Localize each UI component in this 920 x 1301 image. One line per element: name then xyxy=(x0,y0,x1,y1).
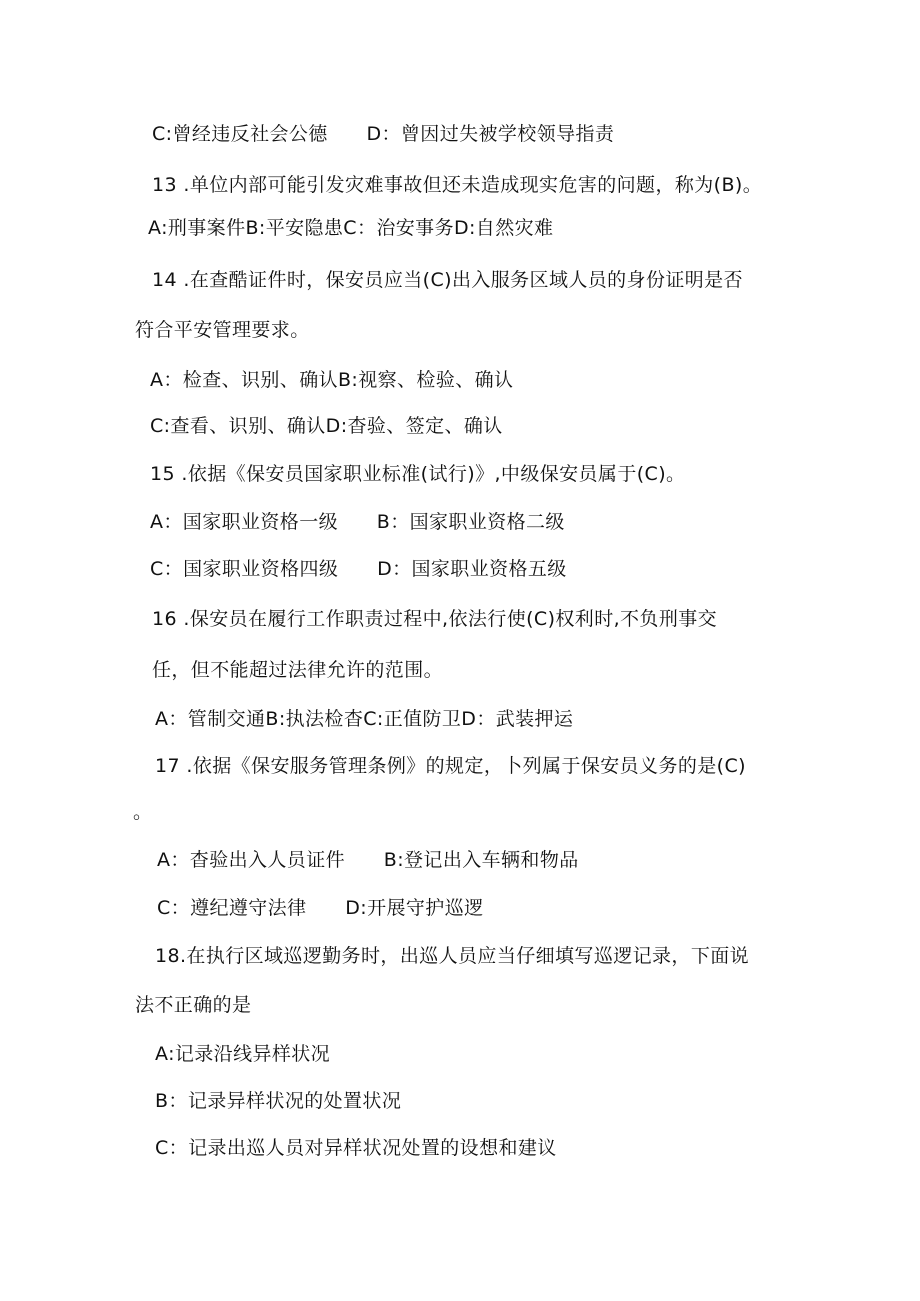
option-line: A:记录沿线异样状况 xyxy=(155,1043,331,1065)
option-line: C:查看、识别、确认D:杳验、签定、确认 xyxy=(150,415,503,437)
question-continuation: 。 xyxy=(133,801,153,823)
question-line: 16 .保安员在履行工作职责过程中,依法行使(C)权利时,不负刑事交 xyxy=(152,608,718,630)
option-line: A：检查、识别、确认B:视察、检验、确认 xyxy=(150,369,514,391)
option-line: A：管制交通B:执法检杳C:正值防卫D：武装押运 xyxy=(155,708,574,730)
question-line: 15 .依据《保安员国家职业标准(试行)》,中级保安员属于(C)。 xyxy=(150,463,686,485)
question-continuation: 符合平安管理要求。 xyxy=(135,319,310,341)
option-line: C：国家职业资格四级 D：国家职业资格五级 xyxy=(150,558,567,580)
question-line: 18.在执行区域巡逻勤务时，出巡人员应当仔细填写巡逻记录，下面说 xyxy=(155,945,750,967)
option-line: C：记录出巡人员对异样状况处置的设想和建议 xyxy=(155,1137,557,1159)
option-line: B：记录异样状况的处置状况 xyxy=(155,1090,402,1112)
option-line: A：国家职业资格一级 B：国家职业资格二级 xyxy=(150,511,565,533)
option-line: A:刑事案件B:平安隐患C：治安事务D:自然灾难 xyxy=(148,217,554,239)
question-line: 14 .在查酷证件时，保安员应当(C)出入服务区域人员的身份证明是否 xyxy=(152,269,743,291)
option-line: A：杳验出入人员证件 B:登记出入车辆和物品 xyxy=(157,849,579,871)
option-line: C:曾经违反社会公德 D：曾因过失被学校领导指责 xyxy=(152,123,615,145)
question-continuation: 任，但不能超过法律允许的范围。 xyxy=(152,659,444,681)
option-line: C：遵纪遵守法律 D:开展守护巡逻 xyxy=(157,897,484,919)
question-line: 13 .单位内部可能引发灾难事故但还未造成现实危害的问题，称为(B)。 xyxy=(152,174,763,196)
question-line: 17 .依据《保安服务管理条例》的规定，卜列属于保安员义务的是(C) xyxy=(155,755,746,777)
question-continuation: 法不正确的是 xyxy=(135,994,252,1016)
